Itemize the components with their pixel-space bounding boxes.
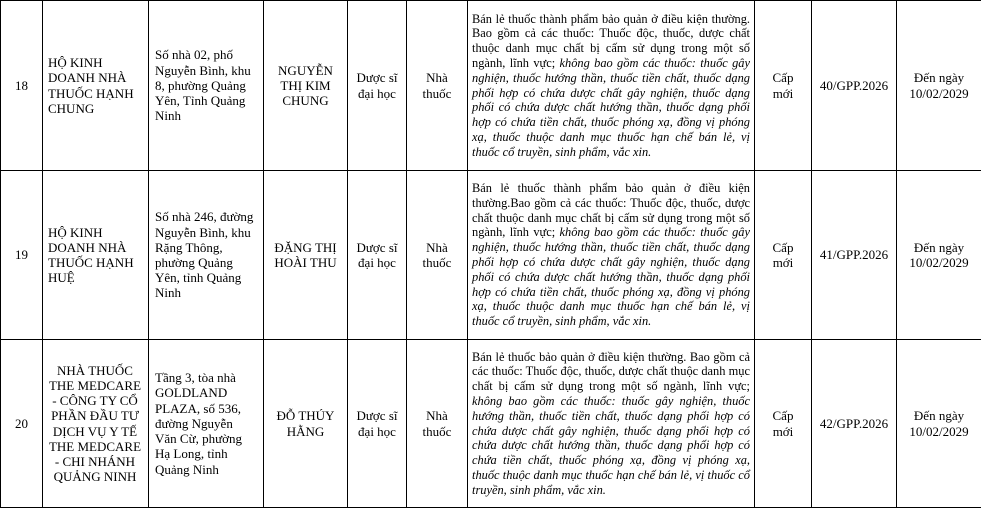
facility-type: Nhà thuốc xyxy=(407,1,468,171)
table-row xyxy=(1,1,981,171)
license-kind: Cấp mới xyxy=(755,1,812,171)
row-number: 18 xyxy=(1,1,43,171)
professional-degree: Dược sĩ đại học xyxy=(348,171,407,340)
business-address: Số nhà 02, phố Nguyễn Bình, khu 8, phường Quảng Yên, Tỉnh Quảng Ninh xyxy=(149,1,264,171)
license-validity: Đến ngày 10/02/2029 xyxy=(897,1,981,171)
scope-text: Bán lẻ thuốc bảo quản ở điều kiện thường. Bao gồm cả các thuốc: Thuốc độc, thuốc, dược chất thuộc danh mục chất bị cấm sử dụng trong một số ngành, lĩnh vực; xyxy=(472,349,750,394)
table-row xyxy=(1,171,981,340)
business-name: HỘ KINH DOANH NHÀ THUỐC HẠNH HUỆ xyxy=(43,171,149,340)
business-name: NHÀ THUỐC THE MEDCARE - CÔNG TY CỔ PHẦN ĐẦU TƯ DỊCH VỤ Y TẾ THE MEDCARE - CHI NHÁNH QUẢNG NINH xyxy=(43,340,149,508)
license-kind: Cấp mới xyxy=(755,340,812,508)
license-kind: Cấp mới xyxy=(755,171,812,340)
scope-exclusions: không bao gồm các thuốc: thuốc gây nghiện, thuốc hướng thần, thuốc tiền chất, thuốc dạng phối hợp có chứa dược chất gây nghiện, thuốc dạng phối có chứa dược chất hướng thần, thuốc dạng phối hợp có chứa tiền chất, thuốc phóng xạ, đồng vị phóng xạ, thuốc thuộc danh mục thuốc hạn chế bán lẻ, vị thuốc cổ truyền, sinh phẩm, vắc xin. xyxy=(472,225,750,329)
license-validity: Đến ngày 10/02/2029 xyxy=(897,171,981,340)
scope-text: Bán lẻ thuốc thành phẩm bảo quản ở điều kiện thường.Bao gồm cả các thuốc: Thuốc độc, thuốc, dược chất thuộc danh mục chất bị cấm sử dụng trong một số ngành, lĩnh vực; xyxy=(472,181,750,240)
business-name: HỘ KINH DOANH NHÀ THUỐC HẠNH CHUNG xyxy=(43,1,149,171)
license-number: 40/GPP.2026 xyxy=(812,1,897,171)
license-number: 41/GPP.2026 xyxy=(812,171,897,340)
license-validity: Đến ngày 10/02/2029 xyxy=(897,340,981,508)
business-address: Số nhà 246, đường Nguyễn Bình, khu Rặng Thông, phường Quảng Yên, tỉnh Quảng Ninh xyxy=(149,171,264,340)
license-number: 42/GPP.2026 xyxy=(812,340,897,508)
facility-type: Nhà thuốc xyxy=(407,340,468,508)
responsible-person: NGUYỄN THỊ KIM CHUNG xyxy=(264,1,348,171)
business-scope xyxy=(468,171,755,340)
scope-exclusions: không bao gồm các thuốc: thuốc gây nghiện, thuốc hướng thần, thuốc tiền chất, thuốc dạng phối hợp có chứa dược chất gây nghiện, thuốc dạng phối có chứa dược chất hướng thần, thuốc dạng phối hợp có chứa tiền chất, thuốc phóng xạ, đồng vị phóng xạ, thuốc thuộc danh mục thuốc hạn chế bán lẻ, vị thuốc cổ truyền, sinh phẩm, vắc xin. xyxy=(472,55,750,159)
row-number: 19 xyxy=(1,171,43,340)
scope-text: Bán lẻ thuốc thành phẩm bảo quản ở điều kiện thường. Bao gồm cả các thuốc: Thuốc độc, thuốc, dược chất thuộc danh mục chất bị cấm sử dụng trong một số ngành, lĩnh vực; xyxy=(472,11,750,70)
facility-type: Nhà thuốc xyxy=(407,171,468,340)
responsible-person: ĐẶNG THỊ HOÀI THU xyxy=(264,171,348,340)
business-scope xyxy=(468,1,755,171)
scope-exclusions: không bao gồm các thuốc: thuốc gây nghiện, thuốc hướng thần, thuốc tiền chất, thuốc dạng phối hợp có chứa dược chất gây nghiện, thuốc dạng phối hợp có chứa dược chất hướng thần, thuốc dạng phối hợp có chứa tiền chất, thuốc phóng xạ, đồng vị phóng xạ, thuốc thuộc danh mục thuốc hạn chế bán lẻ, vị thuốc cổ truyền, sinh phẩm, vắc xin. xyxy=(472,393,750,497)
responsible-person: ĐỖ THÚY HẰNG xyxy=(264,340,348,508)
table-row xyxy=(1,340,981,508)
business-address: Tầng 3, tòa nhà GOLDLAND PLAZA, số 536, đường Nguyễn Văn Cừ, phường Hạ Long, tỉnh Quảng Ninh xyxy=(149,340,264,508)
business-scope xyxy=(468,340,755,508)
professional-degree: Dược sĩ đại học xyxy=(348,1,407,171)
row-number: 20 xyxy=(1,340,43,508)
professional-degree: Dược sĩ đại học xyxy=(348,340,407,508)
